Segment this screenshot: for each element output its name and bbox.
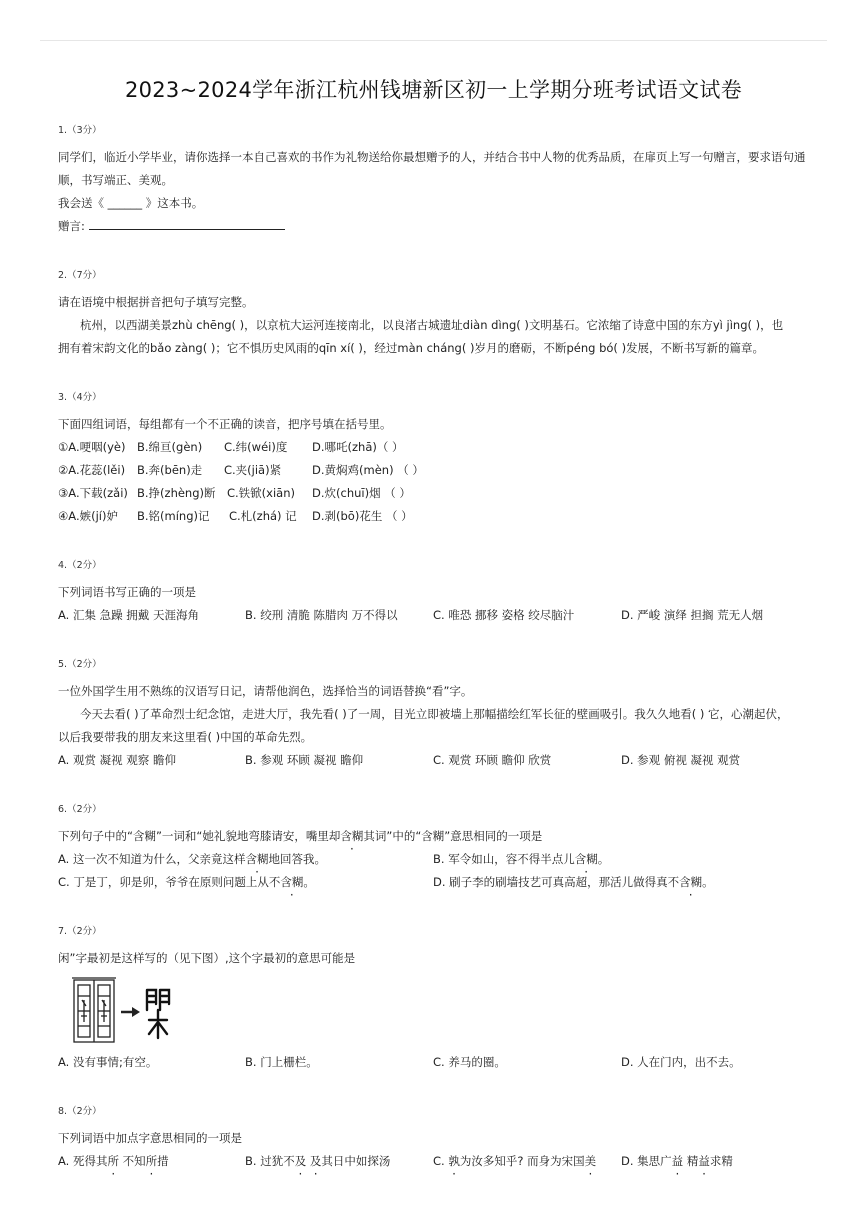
question-3-row-4-c: C.札(zhá) 记 bbox=[229, 509, 297, 523]
question-5-passage: 今天去看( )了革命烈士纪念馆，走进大厅，我先看( )了一周，目光立即被墙上那幅描绘红军长征的壁画吸引。我久久地看( ) 它，心潮起伏， bbox=[80, 707, 789, 721]
stem-text: 下列句子中的“含糊”一词和“她礼貌地弯膝请安，嘴里却 bbox=[58, 829, 341, 843]
option-text-end: 地回答我。 bbox=[268, 852, 326, 866]
option-text: A. 这一次不知道为什么，父亲竟这样 bbox=[58, 852, 246, 866]
option-text: 求精 bbox=[709, 1154, 733, 1168]
question-8-stem: 下列词语中加点字意思相同的一项是 bbox=[58, 1131, 242, 1145]
option-text: D. 集思广 bbox=[621, 1154, 672, 1168]
question-4-option-a[interactable]: A. 汇集 急躁 拥戴 天涯海角 bbox=[58, 608, 199, 622]
page-title: 2023~2024学年浙江杭州钱塘新区初一上学期分班考试语文试卷 bbox=[124, 78, 743, 102]
question-2-passage-cont: 拥有着宋韵文化的bǎo zàng( )；它不惧历史风雨的qīn xí( )，经过màn cháng( )岁月的磨砺，不断péng bó( )发展，不断书写新的篇章。 bbox=[58, 341, 765, 355]
question-3-instruction: 下面四组词语，每组都有一个不正确的读音，把序号填在括号里。 bbox=[58, 417, 392, 431]
dotted-char: 孰 bbox=[448, 1154, 460, 1168]
question-7-stem: 闲”字最初是这样写的（见下图）,这个字最初的意思可能是 bbox=[58, 951, 356, 965]
question-2-number: 2.（7分） bbox=[58, 270, 102, 281]
page-top-divider bbox=[40, 40, 827, 41]
option-text: B. 军令如山，容不得半点儿 bbox=[433, 852, 575, 866]
question-3-row-1-c: C.纬(wéi)度 bbox=[224, 440, 288, 454]
question-1-book-line: 我会送《 ______ 》这本书。 bbox=[58, 196, 204, 210]
ancient-seal-character bbox=[147, 990, 169, 1038]
question-1-number: 1.（3分） bbox=[58, 125, 102, 136]
dedication-blank[interactable] bbox=[89, 229, 285, 230]
question-2-instruction: 请在语境中根据拼音把句子填写完整。 bbox=[58, 295, 254, 309]
question-5-option-d[interactable]: D. 参观 俯视 凝视 观赏 bbox=[621, 753, 741, 767]
question-8-option-a[interactable] bbox=[58, 1153, 169, 1169]
question-1-text-cont: 顺，书写端正、美观。 bbox=[58, 173, 173, 187]
question-6-option-d[interactable] bbox=[433, 874, 714, 890]
question-5-option-a[interactable]: A. 观赏 凝视 观察 瞻仰 bbox=[58, 753, 176, 767]
option-text: C. 丁是丁，卯是卯，爷爷在原则问题上从不 bbox=[58, 875, 281, 889]
dotted-char: 及 bbox=[294, 1154, 307, 1168]
arrow-icon bbox=[121, 1007, 140, 1017]
question-7-option-d[interactable]: D. 人在门内，出不去。 bbox=[621, 1055, 741, 1069]
option-text-end: 。 bbox=[597, 852, 610, 866]
question-6-option-a[interactable] bbox=[58, 851, 326, 867]
question-6-option-b[interactable] bbox=[433, 851, 609, 867]
option-text: 其日中如探汤 bbox=[321, 1154, 391, 1168]
question-3-row-1-a: ①A.哽咽(yè) bbox=[58, 440, 126, 454]
question-8-option-c[interactable] bbox=[433, 1153, 596, 1169]
question-5-stem: 一位外国学生用不熟练的汉语写日记，请帮他润色，选择恰当的词语替换“看”字。 bbox=[58, 684, 473, 698]
question-5-option-c[interactable]: C. 观赏 环顾 瞻仰 欣赏 bbox=[433, 753, 552, 767]
question-6-stem bbox=[58, 828, 542, 844]
question-6-number: 6.（2分） bbox=[58, 804, 102, 815]
question-3-row-3-c: C.铁锨(xiān) bbox=[227, 486, 295, 500]
option-text: 不知 bbox=[118, 1154, 146, 1168]
question-3-row-2-d: D.黄焖鸡(mèn) （ ） bbox=[312, 463, 424, 477]
question-3-row-2-b: B.奔(bēn)走 bbox=[137, 463, 203, 477]
option-text: 措 bbox=[157, 1154, 169, 1168]
question-3-row-4-b: B.铭(míng)记 bbox=[137, 509, 210, 523]
option-text: 精 bbox=[683, 1154, 699, 1168]
question-1-dedication-label bbox=[58, 218, 285, 234]
question-7-option-a[interactable]: A. 没有事情;有空。 bbox=[58, 1055, 158, 1069]
question-3-row-3-b: B.挣(zhèng)断 bbox=[137, 486, 216, 500]
dedication-label: 赠言: bbox=[58, 219, 85, 233]
question-3-row-2-c: C.夹(jiā)紧 bbox=[224, 463, 282, 477]
dotted-char: 益 bbox=[698, 1154, 710, 1168]
question-4-number: 4.（2分） bbox=[58, 560, 102, 571]
question-5-option-b[interactable]: B. 参观 环顾 凝视 瞻仰 bbox=[245, 753, 364, 767]
question-3-row-4-a: ④A.嫉(jí)妒 bbox=[58, 509, 118, 523]
option-text-end: 。 bbox=[303, 875, 315, 889]
option-text: 为汝多知乎? 而身为宋国 bbox=[459, 1154, 585, 1168]
question-7-option-b[interactable]: B. 门上栅栏。 bbox=[245, 1055, 318, 1069]
question-4-stem: 下列词语书写正确的一项是 bbox=[58, 585, 196, 599]
dotted-char: 益 bbox=[671, 1154, 684, 1168]
question-6-option-c[interactable] bbox=[58, 874, 315, 890]
question-1-text: 同学们，临近小学毕业，请你选择一本自己喜欢的书作为礼物送给你最想赠予的人，并结合书中人物的优秀品质，在扉页上写一句赠言，要求语句通 bbox=[58, 150, 806, 164]
dotted-word: 含糊 bbox=[574, 852, 598, 866]
question-3-row-1-b: B.绵亘(gèn) bbox=[137, 440, 203, 454]
dotted-word: 含糊 bbox=[245, 852, 269, 866]
question-8-option-d[interactable] bbox=[621, 1153, 733, 1169]
question-3-row-1-d: D.哪吒(zhā)（ ） bbox=[312, 440, 404, 454]
dotted-char: 美 bbox=[584, 1154, 597, 1168]
question-3-row-3-d: D.炊(chuī)烟 （ ） bbox=[312, 486, 411, 500]
dotted-word: 含糊 bbox=[280, 875, 304, 889]
option-text: B. 过犹不 bbox=[245, 1154, 295, 1168]
option-text: C. bbox=[433, 1154, 449, 1168]
question-2-passage: 杭州，以西湖美景zhù chēng( )，以京杭大运河连接南北，以良渚古城遗址diàn dìng( )文明基石。它浓缩了诗意中国的东方yì jìng( )，也 bbox=[80, 318, 784, 332]
option-text: D. 刷子李的刷墙技艺可真高超，那活儿做得真不 bbox=[433, 875, 680, 889]
question-5-passage-cont: 以后我要带我的朋友来这里看( )中国的革命先烈。 bbox=[58, 730, 313, 744]
stem-text-end: 其词”中的“含糊”意思相同的一项是 bbox=[363, 829, 543, 843]
question-3-row-2-a: ②A.花蕊(lěi) bbox=[58, 463, 126, 477]
dotted-word: 含糊 bbox=[679, 875, 703, 889]
question-7-option-c[interactable]: C. 养马的圈。 bbox=[433, 1055, 506, 1069]
dotted-word: 含糊 bbox=[340, 829, 364, 843]
question-4-option-c[interactable]: C. 唯恐 挪移 姿格 绞尽脑汁 bbox=[433, 608, 575, 622]
ancient-character-illustration bbox=[72, 976, 184, 1046]
question-3-number: 3.（4分） bbox=[58, 392, 102, 403]
dotted-char: 所 bbox=[107, 1154, 119, 1168]
dotted-char: 所 bbox=[145, 1154, 158, 1168]
question-3-row-4-d: D.剥(bō)花生 （ ） bbox=[312, 509, 413, 523]
question-7-number: 7.（2分） bbox=[58, 926, 102, 937]
question-8-option-b[interactable] bbox=[245, 1153, 390, 1169]
question-4-option-b[interactable]: B. 绞刑 清脆 陈腊肉 万不得以 bbox=[245, 608, 398, 622]
door-with-tree-drawing bbox=[72, 978, 116, 1042]
option-text: A. 死得其 bbox=[58, 1154, 108, 1168]
question-4-option-d[interactable]: D. 严峻 演绎 担搁 荒无人烟 bbox=[621, 608, 764, 622]
question-5-number: 5.（2分） bbox=[58, 659, 102, 670]
dotted-char: 及 bbox=[309, 1154, 322, 1168]
option-text-end: 。 bbox=[702, 875, 714, 889]
question-8-number: 8.（2分） bbox=[58, 1106, 102, 1117]
question-3-row-3-a: ③A.下载(zǎi) bbox=[58, 486, 128, 500]
